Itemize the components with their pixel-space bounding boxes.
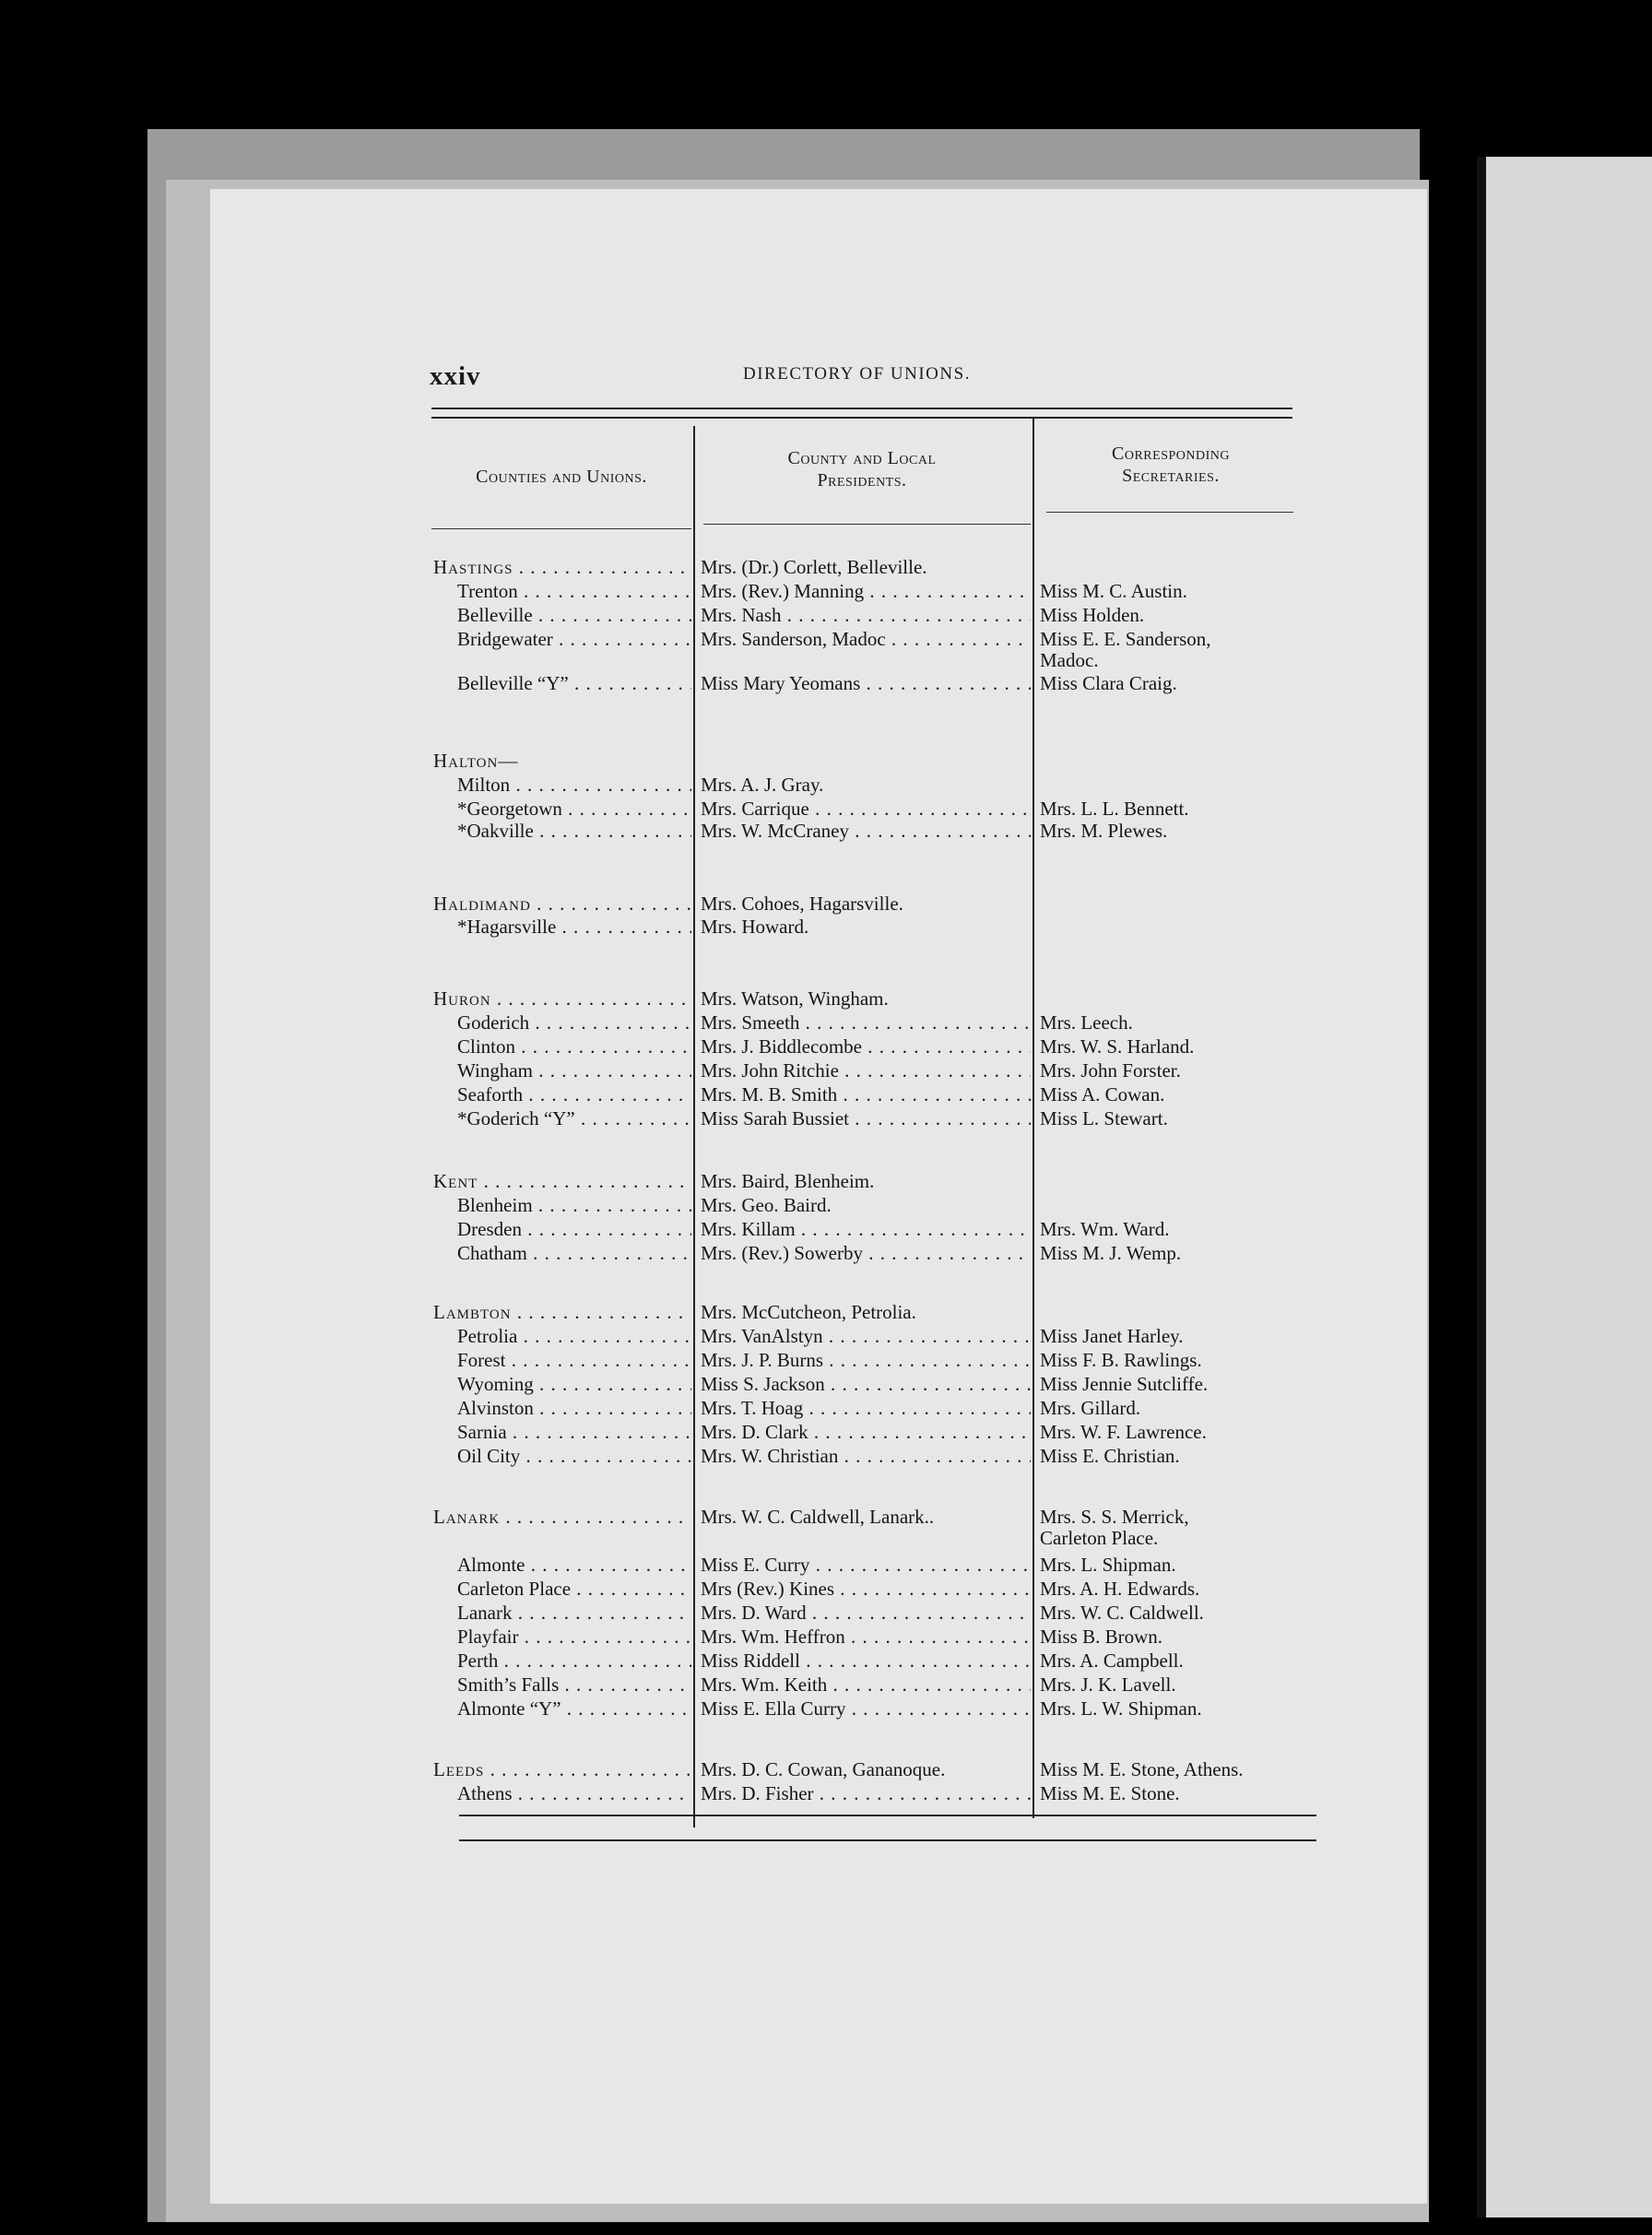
president-name: Mrs. Geo. Baird. — [701, 1194, 832, 1216]
union-name: Dresden . . . — [457, 1217, 691, 1241]
secretary-name: Mrs. Wm. Ward. — [1040, 1218, 1170, 1240]
secretary-name: Miss M. E. Stone. — [1040, 1782, 1180, 1804]
secretary-name: Miss E. E. Sanderson, — [1040, 628, 1211, 650]
secretary-name: Mrs. M. Plewes. — [1040, 820, 1168, 842]
table-row — [0, 1649, 1652, 1673]
president-name: Miss Sarah Bussiet . . . — [701, 1106, 1031, 1130]
column-header-secretaries-line1: Corresponding — [1112, 443, 1230, 464]
table-row — [0, 1058, 1652, 1082]
president-name: Mrs. W. McCraney . . . — [701, 819, 1031, 843]
union-name: Oil City . . . — [457, 1444, 691, 1468]
table-row — [0, 1553, 1652, 1577]
table-row — [0, 773, 1652, 797]
county-name: Lambton . . . — [433, 1300, 691, 1324]
union-name: Milton . . . — [457, 773, 691, 797]
table-row — [0, 1781, 1652, 1805]
secretary-name: Mrs. J. K. Lavell. — [1040, 1673, 1176, 1696]
secretary-name: Miss A. Cowan. — [1040, 1083, 1165, 1106]
table-row — [0, 1396, 1652, 1420]
table-row — [0, 1673, 1652, 1697]
county-name: Huron . . . — [433, 987, 691, 1011]
table-row — [0, 1169, 1652, 1193]
president-name: Mrs. VanAlstyn . . . — [701, 1324, 1031, 1348]
table-row — [0, 648, 1652, 672]
table-row — [0, 1601, 1652, 1625]
union-name: Clinton . . . — [457, 1035, 691, 1058]
president-name: Mrs. Carrique . . . — [701, 797, 1031, 821]
table-row — [0, 1420, 1652, 1444]
table-row — [0, 1217, 1652, 1241]
table-row — [0, 1526, 1652, 1550]
union-name: Petrolia . . . — [457, 1324, 691, 1348]
president-name: Mrs. M. B. Smith . . . — [701, 1082, 1031, 1106]
table-row — [0, 987, 1652, 1011]
table-row — [0, 1697, 1652, 1721]
union-name: Smith’s Falls . . . — [457, 1673, 691, 1697]
bottom-rule-double — [459, 1839, 1316, 1841]
union-name: Sarnia . . . — [457, 1420, 691, 1444]
secretary-name: Miss M. J. Wemp. — [1040, 1242, 1182, 1264]
table-row — [0, 1348, 1652, 1372]
union-name: Almonte “Y” . . . — [457, 1697, 691, 1721]
table-row — [0, 892, 1652, 916]
column-header-secretaries-line2: Secretaries. — [1122, 466, 1220, 486]
president-name: Mrs. A. J. Gray. — [701, 774, 824, 796]
table-row — [0, 915, 1652, 939]
president-name: Mrs. Wm. Heffron . . . — [701, 1625, 1031, 1649]
president-name: Mrs. Sanderson, Madoc . . . — [701, 627, 1031, 651]
table-row — [0, 1011, 1652, 1035]
president-name: Mrs. Howard. — [701, 916, 809, 938]
president-name: Mrs. Nash . . . — [701, 603, 1031, 627]
column-header-presidents-line2: Presidents. — [817, 470, 907, 491]
secretary-name: Miss B. Brown. — [1040, 1626, 1163, 1648]
secretary-name: Miss Clara Craig. — [1040, 672, 1177, 694]
table-row — [0, 1577, 1652, 1601]
table-row — [0, 1300, 1652, 1324]
union-name: Trenton . . . — [457, 579, 691, 603]
secretary-name: Mrs. Leech. — [1040, 1011, 1133, 1034]
union-name: *Georgetown . . . — [457, 797, 691, 821]
president-name: Mrs. Killam . . . — [701, 1217, 1031, 1241]
union-name: Bridgewater . . . — [457, 627, 691, 651]
secretary-name: Mrs. W. C. Caldwell. — [1040, 1602, 1204, 1624]
table-row — [0, 1082, 1652, 1106]
union-name: Belleville . . . — [457, 603, 691, 627]
table-row — [0, 603, 1652, 627]
secretary-name: Miss Janet Harley. — [1040, 1325, 1184, 1347]
secretary-name: Miss F. B. Rawlings. — [1040, 1349, 1202, 1371]
secretary-name: Miss Jennie Sutcliffe. — [1040, 1373, 1209, 1395]
table-row — [0, 1372, 1652, 1396]
page-number: xxiv — [430, 361, 481, 391]
table-row — [0, 1193, 1652, 1217]
table-row — [0, 1625, 1652, 1649]
column-header-counties-text: Counties and Unions. — [476, 467, 647, 487]
president-name: Miss Riddell . . . — [701, 1649, 1031, 1673]
secretary-name: Mrs. A. H. Edwards. — [1040, 1578, 1200, 1600]
table-row — [0, 1035, 1652, 1058]
table-row — [0, 797, 1652, 821]
union-name: Almonte . . . — [457, 1553, 691, 1577]
secretary-name: Mrs. L. Shipman. — [1040, 1554, 1176, 1576]
president-name: Mrs. (Rev.) Manning . . . — [701, 579, 1031, 603]
secretary-name: Mrs. Gillard. — [1040, 1397, 1141, 1419]
union-name: Playfair . . . — [457, 1625, 691, 1649]
president-name: Mrs (Rev.) Kines . . . — [701, 1577, 1031, 1601]
president-name: Mrs. (Dr.) Corlett, Belleville. — [701, 556, 927, 578]
county-name: Hastings . . . — [433, 555, 691, 579]
county-name: Leeds . . . — [433, 1757, 691, 1781]
union-name: Alvinston . . . — [457, 1396, 691, 1420]
president-name: Mrs. Wm. Keith . . . — [701, 1673, 1031, 1697]
president-name: Miss S. Jackson . . . — [701, 1372, 1031, 1396]
table-row — [0, 819, 1652, 843]
union-name: Carleton Place . . . — [457, 1577, 691, 1601]
county-name: Halton— — [433, 750, 519, 772]
secretary-name: Mrs. W. F. Lawrence. — [1040, 1421, 1207, 1443]
secretary-name: Mrs. L. L. Bennett. — [1040, 798, 1189, 820]
president-name: Mrs. J. P. Burns . . . — [701, 1348, 1031, 1372]
union-name: Seaforth . . . — [457, 1082, 691, 1106]
president-name: Mrs. Baird, Blenheim. — [701, 1170, 875, 1192]
secretary-name: Mrs. L. W. Shipman. — [1040, 1697, 1202, 1720]
table-row — [0, 1757, 1652, 1781]
president-name: Mrs. J. Biddlecombe . . . — [701, 1035, 1031, 1058]
union-name: Forest . . . — [457, 1348, 691, 1372]
table-row — [0, 1444, 1652, 1468]
president-name: Mrs. D. C. Cowan, Gananoque. — [701, 1758, 946, 1780]
table-row — [0, 749, 1652, 773]
union-name: *Hagarsville . . . — [457, 915, 691, 939]
president-name: Mrs. (Rev.) Sowerby . . . — [701, 1241, 1031, 1265]
union-name: Goderich . . . — [457, 1011, 691, 1035]
president-name: Miss Mary Yeomans . . . — [701, 671, 1031, 695]
bottom-rule — [459, 1815, 1316, 1816]
running-title: DIRECTORY OF UNIONS. — [743, 364, 971, 384]
union-name: Perth . . . — [457, 1649, 691, 1673]
union-name: Wyoming . . . — [457, 1372, 691, 1396]
president-name: Miss E. Ella Curry . . . — [701, 1697, 1031, 1721]
secretary-name: Madoc. — [1040, 649, 1099, 671]
secretary-name: Miss M. C. Austin. — [1040, 580, 1187, 602]
secretary-name: Miss E. Christian. — [1040, 1445, 1180, 1467]
president-name: Mrs. John Ritchie . . . — [701, 1058, 1031, 1082]
president-name: Miss E. Curry . . . — [701, 1553, 1031, 1577]
president-name: Mrs. Watson, Wingham. — [701, 987, 889, 1010]
secretary-name: Miss M. E. Stone, Athens. — [1040, 1758, 1244, 1780]
column-header-presidents-line1: County and Local — [787, 448, 937, 468]
union-name: Chatham . . . — [457, 1241, 691, 1265]
president-name: Mrs. W. C. Caldwell, Lanark.. — [701, 1506, 935, 1528]
table-row — [0, 1241, 1652, 1265]
president-name: Mrs. W. Christian . . . — [701, 1444, 1031, 1468]
president-name: Mrs. D. Ward . . . — [701, 1601, 1031, 1625]
table-row — [0, 671, 1652, 695]
table-row — [0, 555, 1652, 579]
president-name: Mrs. Cohoes, Hagarsville. — [701, 893, 903, 915]
secretary-name: Mrs. John Forster. — [1040, 1059, 1181, 1082]
union-name: Athens . . . — [457, 1781, 691, 1805]
union-name: Belleville “Y” . . . — [457, 671, 691, 695]
secretary-name: Mrs. W. S. Harland. — [1040, 1035, 1195, 1058]
table-row — [0, 1324, 1652, 1348]
union-name: Wingham . . . — [457, 1058, 691, 1082]
secretary-name: Miss L. Stewart. — [1040, 1107, 1168, 1129]
union-name: Lanark . . . — [457, 1601, 691, 1625]
secretary-name: Mrs. S. S. Merrick, — [1040, 1506, 1189, 1528]
county-name: Lanark . . . — [433, 1505, 691, 1529]
secretary-name: Carleton Place. — [1040, 1527, 1159, 1549]
county-name: Haldimand . . . — [433, 892, 691, 916]
president-name: Mrs. T. Hoag . . . — [701, 1396, 1031, 1420]
president-name: Mrs. McCutcheon, Petrolia. — [701, 1301, 916, 1323]
president-name: Mrs. D. Fisher . . . — [701, 1781, 1031, 1805]
president-name: Mrs. D. Clark . . . — [701, 1420, 1031, 1444]
union-name: *Oakville . . . — [457, 819, 691, 843]
president-name: Mrs. Smeeth . . . — [701, 1011, 1031, 1035]
table-row — [0, 1106, 1652, 1130]
county-name: Kent . . . — [433, 1169, 691, 1193]
secretary-name: Mrs. A. Campbell. — [1040, 1650, 1184, 1672]
table-row — [0, 579, 1652, 603]
secretary-name: Miss Holden. — [1040, 604, 1145, 626]
union-name: *Goderich “Y” . . . — [457, 1106, 691, 1130]
union-name: Blenheim . . . — [457, 1193, 691, 1217]
